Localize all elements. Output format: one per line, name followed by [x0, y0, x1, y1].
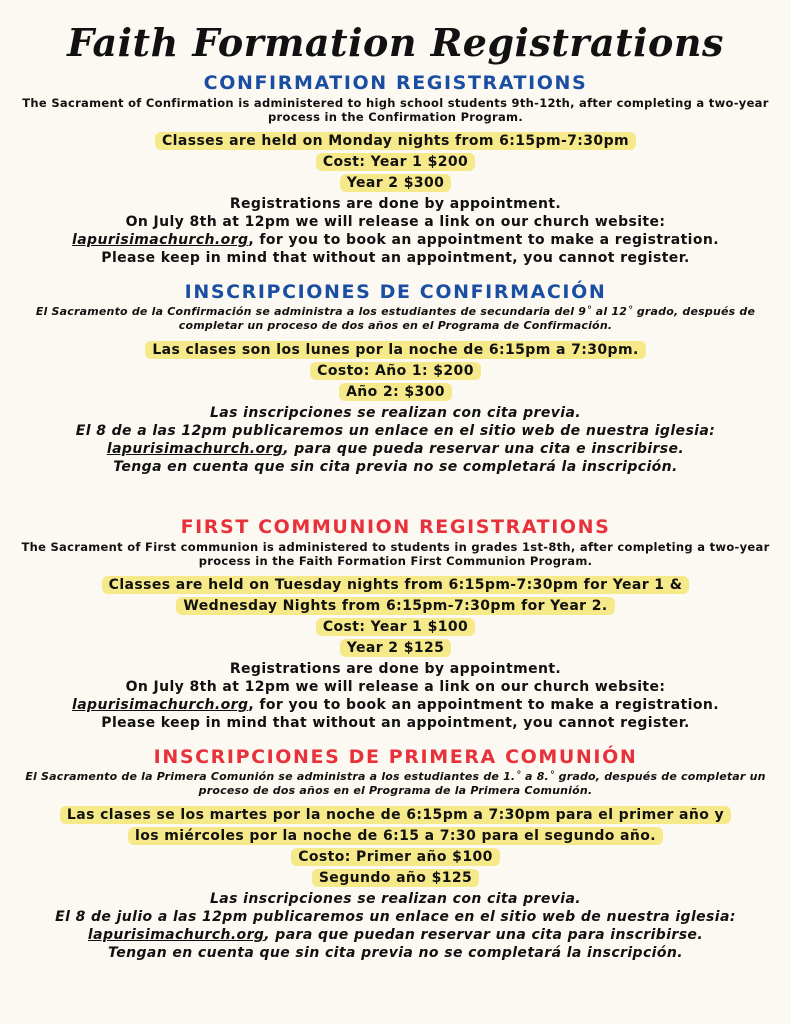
schedule-highlight	[10, 339, 781, 402]
body-line: Registrations are done by appointment.	[229, 196, 562, 212]
registration-info	[10, 660, 781, 732]
section-heading: INSCRIPCIONES DE PRIMERA COMUNIÓN	[153, 746, 638, 768]
schedule-highlight	[10, 574, 781, 658]
schedule-highlight	[10, 130, 781, 193]
registration-info	[10, 890, 781, 962]
body-line: El 8 de a las 12pm publicaremos un enlace en el sitio web de nuestra iglesia:	[75, 423, 716, 439]
highlight-line: Año 2: $300	[339, 383, 452, 401]
highlight-line: Costo: Primer año $100	[291, 848, 500, 866]
registration-info	[10, 195, 781, 267]
section-intro: The Sacrament of First communion is administered to students in grades 1st-8th, after completing a two-year process in the Faith Formation First Communion Program.	[21, 540, 770, 568]
highlight-line: Cost: Year 1 $100	[316, 618, 475, 636]
section-heading: CONFIRMATION REGISTRATIONS	[203, 72, 588, 94]
section-intro: El Sacramento de la Primera Comunión se administra a los estudiantes de 1.˚ a 8.˚ grado, después de completar un proceso de dos años en el Programa de la Primera Comunión.	[25, 770, 766, 797]
body-line	[10, 926, 781, 944]
schedule-highlight	[10, 804, 781, 888]
body-line: On July 8th at 12pm we will release a link on our church website:	[125, 214, 666, 230]
highlight-line: Las clases se los martes por la noche de 6:15pm a 7:30pm para el primer año y	[60, 806, 731, 824]
confirmation-section-es	[10, 279, 781, 476]
church-website-link[interactable]: lapurisimachurch.org	[87, 927, 265, 943]
first-communion-section-es	[10, 744, 781, 962]
body-line	[10, 440, 781, 458]
church-website-link[interactable]: lapurisimachurch.org	[72, 697, 249, 713]
highlight-line: Segundo año $125	[312, 869, 479, 887]
confirmation-section	[10, 70, 781, 267]
highlight-line: Classes are held on Monday nights from 6:15pm-7:30pm	[155, 132, 636, 150]
section-heading: INSCRIPCIONES DE CONFIRMACIÓN	[184, 281, 607, 303]
highlight-line: Las clases son los lunes por la noche de 6:15pm a 7:30pm.	[145, 341, 645, 359]
first-communion-section	[10, 514, 781, 732]
highlight-line: Cost: Year 1 $200	[316, 153, 475, 171]
body-line: Please keep in mind that without an appointment, you cannot register.	[101, 715, 690, 731]
body-line-tail: , for you to book an appointment to make a registration.	[248, 232, 719, 248]
body-line-tail: , for you to book an appointment to make a registration.	[248, 697, 719, 713]
section-intro: The Sacrament of Confirmation is administered to high school students 9th-12th, after completing a two-year process in the Confirmation Program.	[22, 96, 769, 124]
body-line: Tengan en cuenta que sin cita previa no se completará la inscripción.	[108, 945, 683, 961]
highlight-line: Year 2 $300	[340, 174, 452, 192]
body-line: Please keep in mind that without an appointment, you cannot register.	[101, 250, 690, 266]
body-line	[10, 231, 781, 249]
body-line	[10, 696, 781, 714]
body-line-tail: , para que puedan reservar una cita para inscribirse.	[264, 927, 704, 943]
highlight-line: Year 2 $125	[340, 639, 452, 657]
body-line: Las inscripciones se realizan con cita previa.	[209, 405, 582, 421]
body-line: On July 8th at 12pm we will release a link on our church website:	[125, 679, 666, 695]
section-intro: El Sacramento de la Confirmación se administra a los estudiantes de secundaria del 9˚ al 12˚ grado, después de completar un proceso de dos años en el Programa de Confirmación.	[35, 305, 756, 332]
body-line: El 8 de julio a las 12pm publicaremos un enlace en el sitio web de nuestra iglesia:	[55, 909, 736, 925]
body-line: Las inscripciones se realizan con cita previa.	[209, 891, 582, 907]
page-title: Faith Formation Registrations	[67, 20, 724, 65]
highlight-line: los miércoles por la noche de 6:15 a 7:30 para el segundo año.	[128, 827, 663, 845]
highlight-line: Costo: Año 1: $200	[310, 362, 481, 380]
registration-info	[10, 404, 781, 476]
body-line-tail: , para que pueda reservar una cita e inscribirse.	[283, 441, 685, 457]
highlight-line: Classes are held on Tuesday nights from 6:15pm-7:30pm for Year 1 &	[102, 576, 690, 594]
section-heading: FIRST COMMUNION REGISTRATIONS	[180, 516, 611, 538]
body-line: Registrations are done by appointment.	[229, 661, 562, 677]
highlight-line: Wednesday Nights from 6:15pm-7:30pm for Year 2.	[176, 597, 614, 615]
church-website-link[interactable]: lapurisimachurch.org	[72, 232, 249, 248]
church-website-link[interactable]: lapurisimachurch.org	[106, 441, 284, 457]
body-line: Tenga en cuenta que sin cita previa no se completará la inscripción.	[113, 459, 678, 475]
